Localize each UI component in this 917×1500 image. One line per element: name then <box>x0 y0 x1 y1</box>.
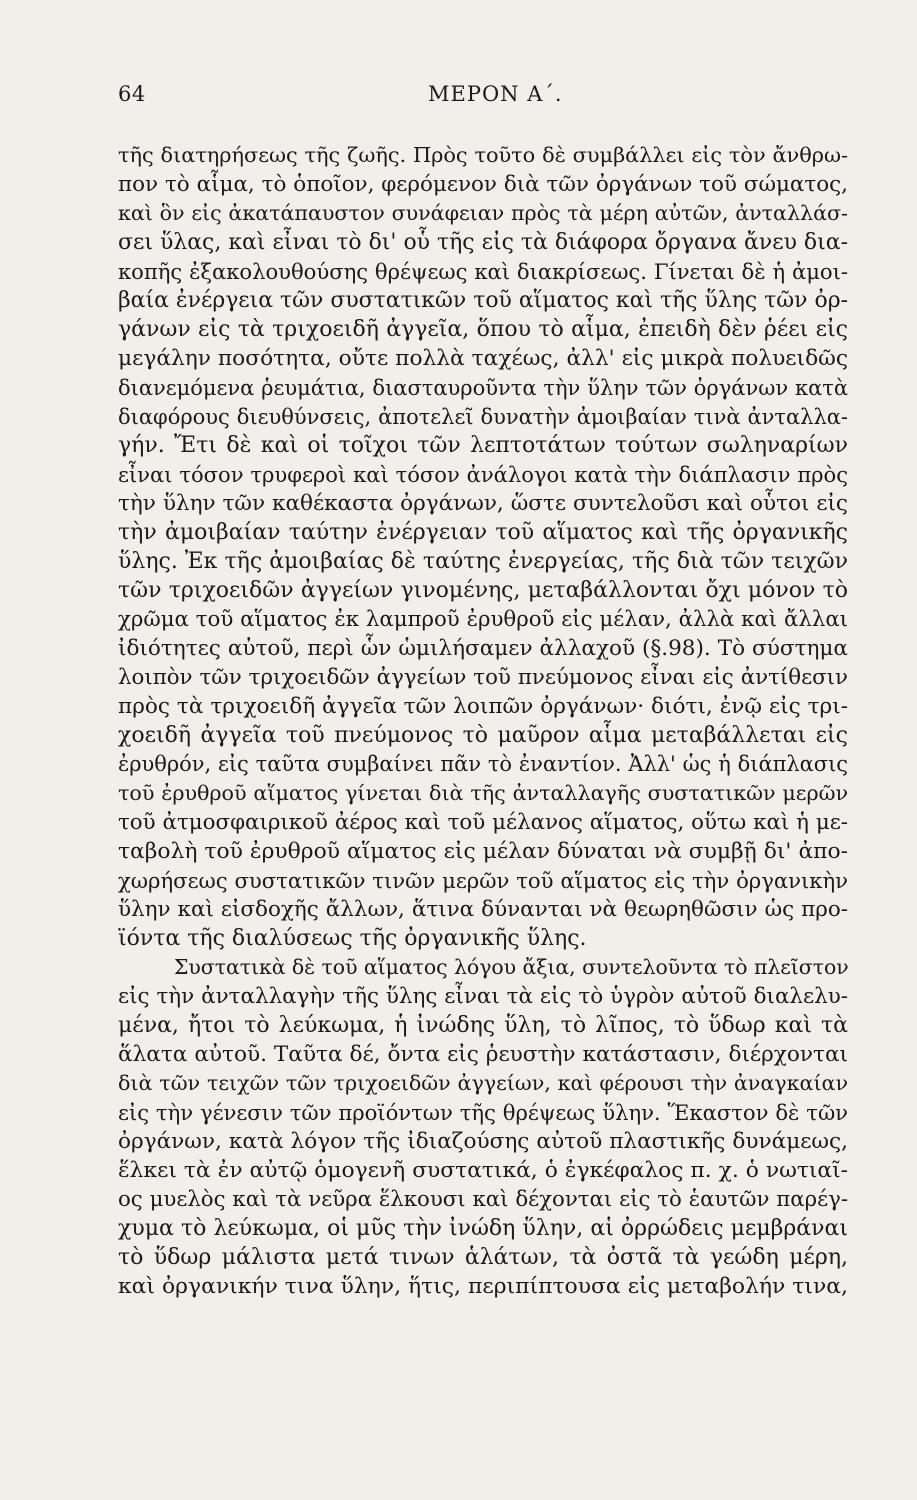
text-line: γάνων εἰς τὰ τριχοειδῆ ἀγγεῖα, ὅπου τὸ αἷμα, ἐπειδὴ δὲν ῥέει εἰς <box>118 317 848 342</box>
text-line: διανεμόμενα ῥευμάτια, διασταυροῦντα τὴν ὕλην τῶν ὀργάνων κατὰ <box>118 375 848 400</box>
text-line: ἕλκει τὰ ἐν αὐτῷ ὁμογενῆ συστατικά, ὁ ἐγκέφαλος π. χ. ὁ νωτιαῖ- <box>118 1158 848 1183</box>
text-line: ἅλατα αὐτοῦ. Ταῦτα δέ, ὄντα εἰς ῥευστὴν κατάστασιν, διέρχονται <box>118 1042 848 1067</box>
text-line: ὕλην καὶ εἰσδοχῆς ἄλλων, ἅτινα δύνανται νὰ θεωρηθῶσιν ὡς προ- <box>118 897 848 922</box>
text-line: τῆς διατηρήσεως τῆς ζωῆς. Πρὸς τοῦτο δὲ συμβάλλει εἰς τὸν ἄνθρω- <box>118 143 848 167</box>
text-line: χοειδῆ ἀγγεῖα τοῦ πνεύμονος τὸ μαῦρον αἷμα μεταβάλλεται εἰς <box>118 723 848 748</box>
page-header <box>118 82 808 118</box>
text-line: χυμα τὸ λεύκωμα, οἱ μῦς τὴν ἰνώδη ὕλην, αἱ ὀρρώδεις μεμβράναι <box>118 1216 848 1241</box>
text-line: μένα, ἤτοι τὸ λεύκωμα, ἡ ἰνώδης ὕλη, τὸ λῖπος, τὸ ὕδωρ καὶ τὰ <box>118 1013 848 1038</box>
text-line: βαία ἐνέργεια τῶν συστατικῶν τοῦ αἵματος καὶ τῆς ὕλης τῶν ὀρ- <box>118 288 848 313</box>
text-line: εἰς τὴν ἀνταλλαγὴν τῆς ὕλης εἶναι τὰ εἰς τὸ ὑγρὸν αὐτοῦ διαλελυ- <box>118 984 848 1009</box>
text-line: διὰ τῶν τειχῶν τῶν τριχοειδῶν ἀγγείων, καὶ φέρουσι τὴν ἀναγκαίαν <box>118 1071 848 1095</box>
paragraph-start-line: Συστατικὰ δὲ τοῦ αἵματος λόγου ἄξια, συντελοῦντα τὸ πλεῖστον <box>174 955 849 979</box>
text-line: πρὸς τὰ τριχοειδῆ ἀγγεῖα τῶν λοιπῶν ὀργάνων· διότι, ἐνῷ εἰς τρι- <box>118 694 848 719</box>
text-line: τὴν ἀμοιβαίαν ταύτην ἐνέργειαν τοῦ αἵματος καὶ τῆς ὀργανικῆς <box>118 520 848 545</box>
text-line: τοῦ ἐρυθροῦ αἵματος γίνεται διὰ τῆς ἀνταλλαγῆς συστατικῶν μερῶν <box>118 781 848 805</box>
text-line: διαφόρους διευθύνσεις, ἀποτελεῖ δυνατὴν ἀμοιβαίαν τινὰ ἀνταλλα- <box>118 404 848 429</box>
text-line: ὀργάνων, κατὰ λόγον τῆς ἰδιαζούσης αὐτοῦ πλαστικῆς δυνάμεως, <box>118 1129 848 1154</box>
text-line: τοῦ ἀτμοσφαιρικοῦ ἀέρος καὶ τοῦ μέλανος αἵματος, οὕτω καὶ ἡ με- <box>118 810 848 835</box>
text-line: τὴν ὕλην τῶν καθέκαστα ὀργάνων, ὥστε συντελοῦσι καὶ οὗτοι εἰς <box>118 491 848 516</box>
text-line: ἰδιότητες αὐτοῦ, περὶ ὧν ὡμιλήσαμεν ἀλλαχοῦ (§.98). Τὸ σύστημα <box>118 636 848 661</box>
text-line: κοπῆς ἐξακολουθούσης θρέψεως καὶ διακρίσεως. Γίνεται δὲ ἡ ἀμοι- <box>118 259 848 284</box>
text-line: λοιπὸν τῶν τριχοειδῶν ἀγγείων τοῦ πνεύμονος εἶναι εἰς ἀντίθεσιν <box>118 665 848 690</box>
text-line: γήν. Ἔτι δὲ καὶ οἱ τοῖχοι τῶν λεπτοτάτων τούτων σωληναρίων <box>118 433 848 458</box>
page-number: 64 <box>118 82 146 106</box>
text-line: καὶ ὃν εἰς ἀκατάπαυστον συνάφειαν πρὸς τὰ μέρη αὐτῶν, ἀνταλλάσ- <box>118 201 848 225</box>
text-line: χρῶμα τοῦ αἵματος ἐκ λαμπροῦ ἐρυθροῦ εἰς μέλαν, ἀλλὰ καὶ ἄλλαι <box>118 607 848 632</box>
text-line: σει ὕλας, καὶ εἶναι τὸ δι' οὗ τῆς εἰς τὰ διάφορα ὄργανα ἄνευ δια- <box>118 230 848 255</box>
text-line: ἐρυθρόν, εἰς ταῦτα συμβαίνει πᾶν τὸ ἐναντίον. Ἀλλ' ὡς ἡ διάπλασις <box>118 752 848 776</box>
text-line: μεγάλην ποσότητα, οὔτε πολλὰ ταχέως, ἀλλ' εἰς μικρὰ πολυειδῶς <box>118 346 848 371</box>
text-line: τὸ ὕδωρ μάλιστα μετά τινων ἁλάτων, τὰ ὀστᾶ τὰ γεώδη μέρη, <box>118 1245 848 1270</box>
text-line: ὕλης. Ἐκ τῆς ἀμοιβαίας δὲ ταύτης ἐνεργείας, τῆς διὰ τῶν τειχῶν <box>118 549 848 574</box>
paragraph-end-line: ϊόντα τῆς διαλύσεως τῆς ὀργανικῆς ὕλης. <box>118 926 587 951</box>
text-line: εἶναι τόσον τρυφεροὶ καὶ τόσον ἀνάλογοι κατὰ τὴν διάπλασιν πρὸς <box>118 462 848 487</box>
body-text <box>118 141 848 1301</box>
running-head: ΜΕΡΟΝ Α΄. <box>428 82 563 106</box>
text-line: καὶ ὀργανικήν τινα ὕλην, ἥτις, περιπίπτουσα εἰς μεταβολήν τινα, <box>118 1274 848 1299</box>
text-line: ος μυελὸς καὶ τὰ νεῦρα ἕλκουσι καὶ δέχονται εἰς τὸ ἑαυτῶν παρέγ- <box>118 1187 848 1212</box>
text-line: τῶν τριχοειδῶν ἀγγείων γινομένης, μεταβάλλονται ὄχι μόνον τὸ <box>118 578 848 603</box>
text-line: εἰς τὴν γένεσιν τῶν προϊόντων τῆς θρέψεως ὕλην. Ἕκαστον δὲ τῶν <box>118 1100 848 1125</box>
text-line: χωρήσεως συστατικῶν τινῶν μερῶν τοῦ αἵματος εἰς τὴν ὀργανικὴν <box>118 868 848 893</box>
text-line: ταβολὴ τοῦ ἐρυθροῦ αἵματος εἰς μέλαν δύναται νὰ συμβῇ δι' ἀπο- <box>118 839 848 864</box>
text-line: πον τὸ αἷμα, τὸ ὁποῖον, φερόμενον διὰ τῶν ὀργάνων τοῦ σώματος, <box>118 172 848 197</box>
